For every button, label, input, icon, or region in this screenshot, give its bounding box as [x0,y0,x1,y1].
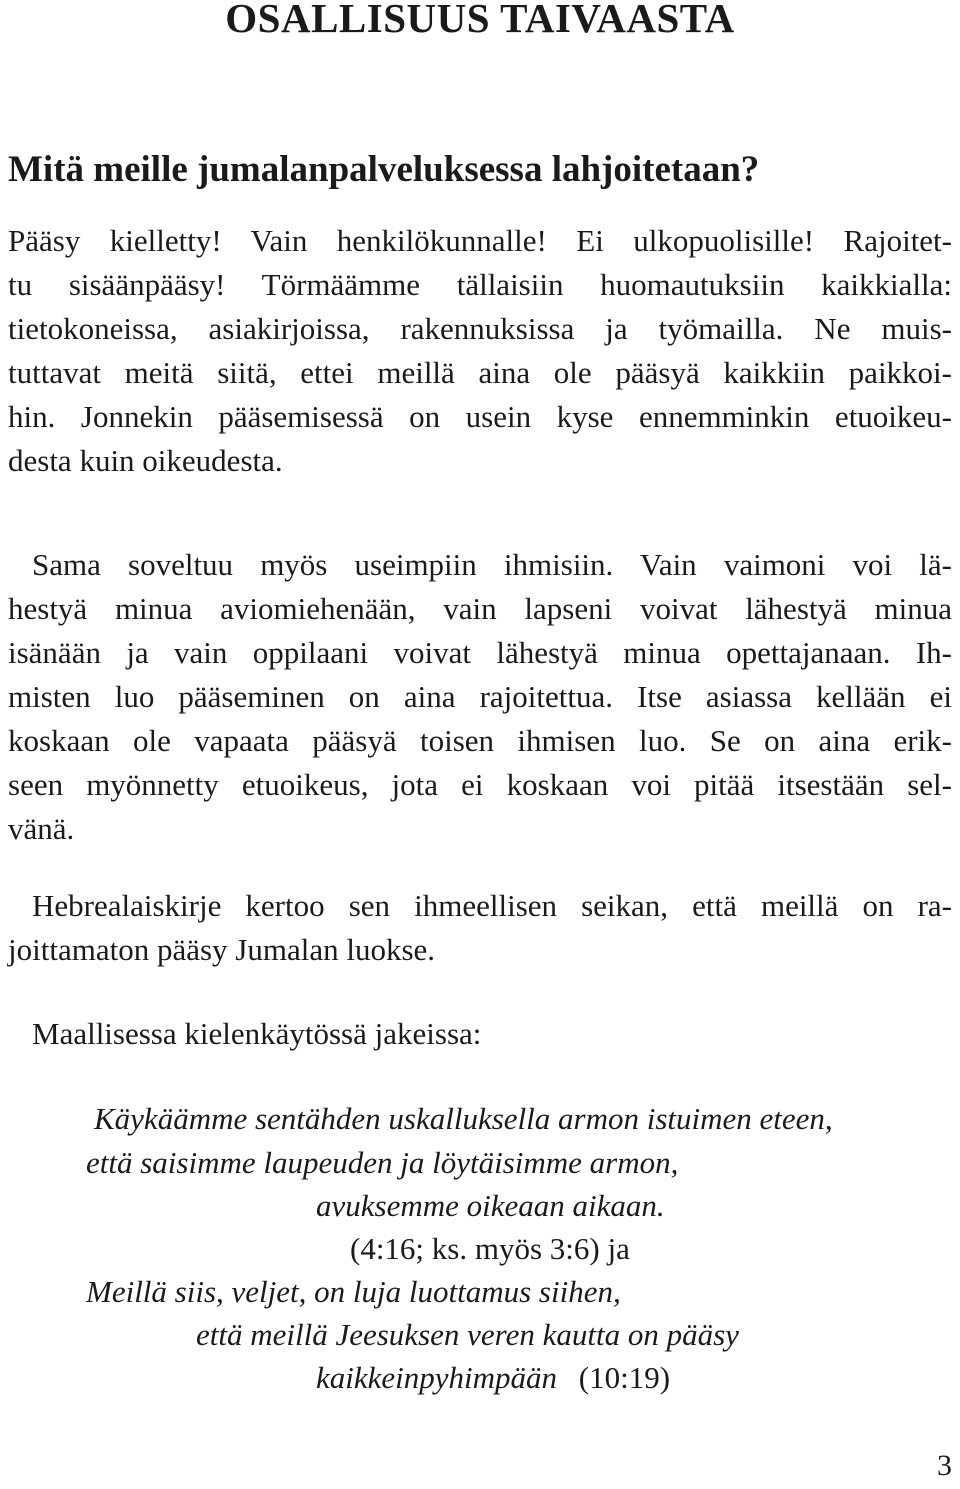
quote-line: Käykäämme sentähden uskalluksella armon istuimen eteen, [94,1101,833,1136]
text-line: misten luo pääseminen on aina rajoitettua. Itse asiassa kellään ei [8,679,952,714]
quote-reference: (10:19) [578,1360,671,1395]
text-line: tuttavat meitä siitä, ettei meillä aina ole pääsyä kaikkiin paikkoi- [8,355,952,390]
quote-line: että meillä Jeesuksen veren kautta on pääsy [196,1317,739,1352]
text-line: Hebrealaiskirje kertoo sen ihmeellisen seikan, että meillä on ra- [32,888,952,923]
paragraph-4: Maallisessa kielenkäytössä jakeissa: [32,1016,482,1051]
text-line: desta kuin oikeudesta. [8,443,283,478]
text-line: hestyä minua aviomiehenään, vain lapseni voivat lähestyä minua [8,591,952,626]
quote-line: Meillä siis, veljet, on luja luottamus siihen, [86,1274,621,1309]
text-line: koskaan ole vapaata pääsyä toisen ihmisen luo. Se on aina erik- [8,723,952,758]
page-title: OSALLISUUS TAIVAASTA [225,0,735,41]
quote-line: että saisimme laupeuden ja löytäisimme armon, [86,1145,679,1180]
text-line: joittamaton pääsy Jumalan luokse. [8,932,436,967]
text-line: Pääsy kielletty! Vain henkilökunnalle! Ei ulkopuolisille! Rajoitet- [8,223,952,258]
quote-line: avuksemme oikeaan aikaan. [316,1188,665,1223]
page-number: 3 [937,1449,952,1482]
section-heading: Mitä meille jumalanpalveluksessa lahjoitetaan? [8,149,760,190]
quote-line [316,1356,670,1400]
text-line: Sama soveltuu myös useimpiin ihmisiin. Vain vaimoni voi lä- [32,547,952,582]
text-line: tietokoneissa, asiakirjoissa, rakennuksissa ja työmailla. Ne muis- [8,311,952,346]
text-line: tu sisäänpääsy! Törmäämme tällaisiin huomautuksiin kaikkialla: [8,267,952,302]
text-line: vänä. [8,811,75,846]
text-line: seen myönnetty etuoikeus, jota ei koskaan voi pitää itsestään sel- [8,767,952,802]
quote-reference: (4:16; ks. myös 3:6) ja [350,1231,630,1266]
quote-line-text: kaikkeinpyhimpään [316,1360,558,1395]
text-line: hin. Jonnekin pääsemisessä on usein kyse ennemminkin etuoikeu- [8,399,952,434]
text-line: isänään ja vain oppilaani voivat lähestyä minua opettajanaan. Ih- [8,635,952,670]
